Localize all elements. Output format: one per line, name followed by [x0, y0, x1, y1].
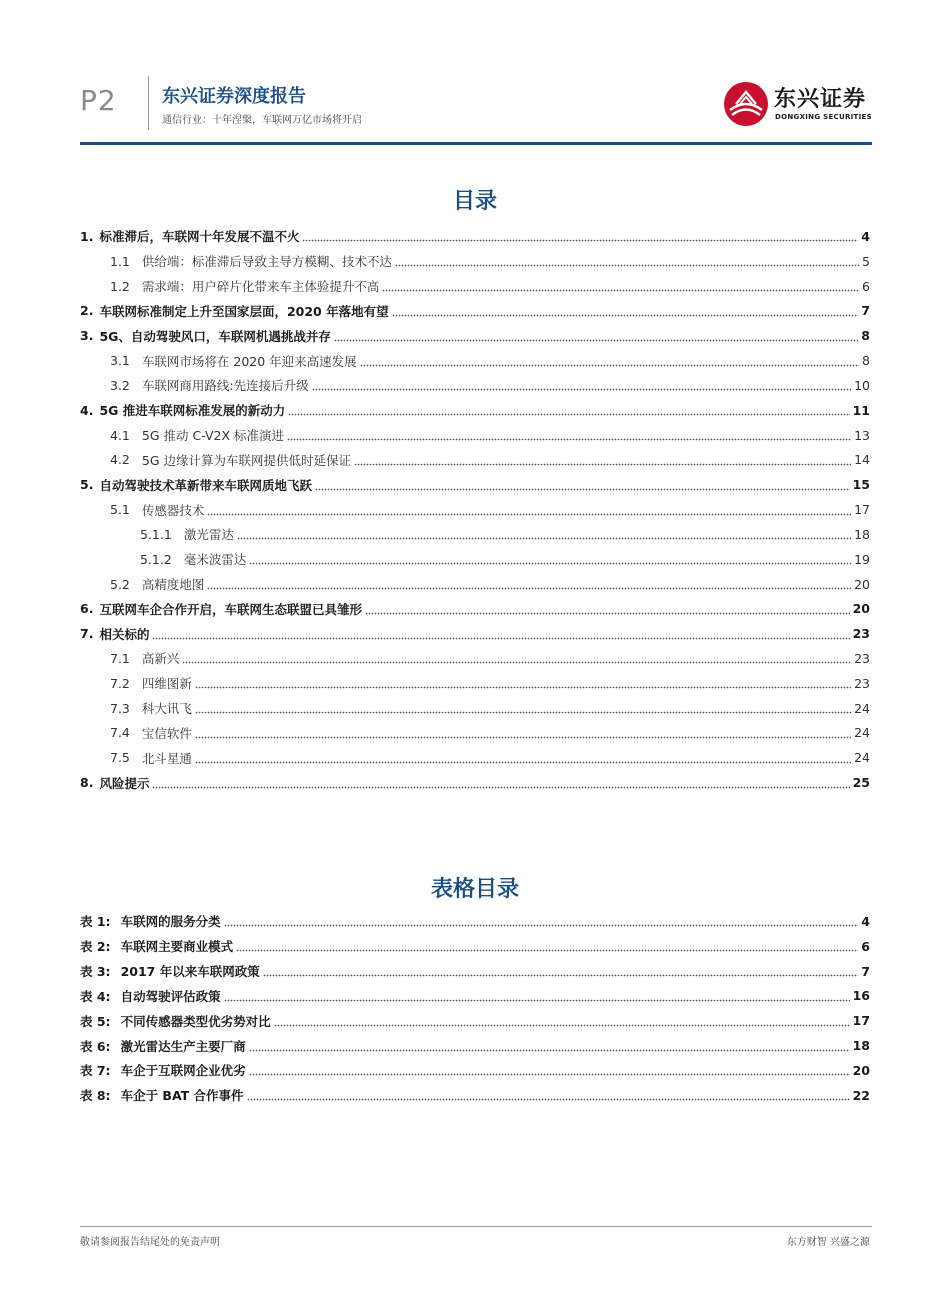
entry-title: 车联网市场将在 2020 年迎来高速发展 [141, 353, 357, 369]
entry-number: 5.1.2 [140, 551, 172, 567]
entry-title: 相关标的 [99, 626, 150, 642]
entry-number: 5.2 [110, 576, 130, 592]
table-toc-entry[interactable] [80, 1058, 870, 1083]
dot-leader [302, 230, 858, 242]
toc-entry[interactable] [80, 547, 870, 572]
toc-entry[interactable] [80, 274, 870, 299]
entry-page: 5 [862, 253, 870, 269]
entry-number: 3.2 [110, 377, 130, 393]
table-toc-entry[interactable] [80, 959, 870, 984]
toc-entry[interactable] [80, 572, 870, 597]
entry-page: 20 [854, 576, 870, 592]
logo-emblem-icon [722, 80, 770, 128]
toc-list [80, 224, 870, 795]
entry-page: 20 [852, 1062, 870, 1078]
entry-page: 25 [852, 775, 870, 791]
table-toc-entry[interactable] [80, 1008, 870, 1033]
entry-number: 7.1 [110, 650, 130, 666]
logo-text-en: DONGXING SECURITIES [775, 113, 872, 121]
table-toc-entry[interactable] [80, 983, 870, 1008]
toc-entry[interactable] [80, 472, 870, 497]
entry-title: 自动驾驶评估政策 [120, 988, 221, 1004]
entry-page: 24 [854, 750, 870, 766]
entry-number: 5.1.1 [140, 526, 172, 542]
toc-entry[interactable] [80, 348, 870, 373]
entry-page: 4 [861, 913, 870, 929]
entry-page: 24 [854, 700, 870, 716]
toc-heading: 目录 [452, 189, 497, 214]
entry-page: 18 [852, 1038, 870, 1054]
footer-rule [80, 1226, 872, 1227]
entry-page: 4 [861, 228, 870, 244]
dot-leader [249, 1040, 850, 1052]
entry-page: 7 [861, 963, 870, 979]
dot-leader [288, 404, 849, 416]
entry-number: 6. [80, 601, 94, 617]
entry-number: 7.4 [110, 725, 130, 741]
entry-title: 供给端：标准滞后导致主导方模糊、技术不达 [141, 254, 392, 270]
entry-title: 高精度地图 [141, 577, 205, 592]
entry-number: 表 3: [80, 964, 111, 980]
toc-entry[interactable] [80, 646, 870, 671]
table-toc-entry[interactable] [80, 909, 870, 934]
entry-title: 车联网商用路线:先连接后升级 [141, 378, 309, 394]
dot-leader [152, 628, 849, 640]
entry-title: 宝信软件 [141, 725, 192, 741]
header-divider [148, 76, 149, 130]
entry-page: 7 [861, 303, 870, 319]
dot-leader [274, 1015, 850, 1027]
entry-page: 14 [854, 452, 870, 468]
dot-leader [247, 1089, 850, 1101]
footer-disclaimer: 敬请参阅报告结尾处的免责声明 [80, 1237, 220, 1248]
entry-page: 11 [852, 402, 870, 418]
entry-title: 5G 边缘计算为车联网提供低时延保证 [141, 452, 352, 468]
entry-title: 高新兴 [141, 651, 180, 667]
dot-leader [207, 504, 851, 516]
entry-number: 4.1 [110, 427, 130, 443]
toc-entry[interactable] [80, 323, 870, 348]
entry-title: 自动驾驶技术革新带来车联网质地飞跃 [99, 477, 312, 493]
entry-number: 5.1 [110, 502, 130, 518]
toc-entry[interactable] [80, 522, 870, 547]
toc-entry[interactable] [80, 770, 870, 795]
entry-page: 24 [854, 725, 870, 741]
toc-entry[interactable] [80, 298, 870, 323]
entry-page: 23 [854, 675, 870, 691]
entry-page: 23 [854, 650, 870, 666]
entry-title: 5G、自动驾驶风口，车联网机遇挑战并存 [99, 328, 331, 344]
entry-title: 互联网车企合作开启，车联网生态联盟已具雏形 [99, 601, 362, 617]
dot-leader [237, 528, 851, 540]
dot-leader [195, 702, 851, 714]
entry-title: 需求端：用户碎片化带来车主体验提升不高 [141, 279, 380, 295]
entry-page: 15 [852, 477, 870, 493]
dot-leader [263, 965, 859, 977]
dot-leader [224, 990, 850, 1002]
entry-number: 7. [80, 626, 94, 642]
report-brand-title: 东兴证券深度报告 [162, 86, 306, 107]
toc-entry[interactable] [80, 497, 870, 522]
toc-entry[interactable] [80, 224, 870, 249]
toc-entry[interactable] [80, 249, 870, 274]
entry-title: 车企于互联网企业优劣 [120, 1063, 246, 1079]
entry-number: 8. [80, 775, 94, 791]
dot-leader [395, 255, 859, 267]
entry-number: 5. [80, 477, 94, 493]
dot-leader [360, 355, 859, 367]
entry-title: 5G 推动 C-V2X 标准演进 [141, 428, 285, 444]
entry-page: 13 [854, 427, 870, 443]
entry-title: 传感器技术 [141, 502, 205, 518]
entry-title: 不同传感器类型优劣势对比 [120, 1013, 271, 1029]
entry-number: 表 7: [80, 1063, 111, 1079]
entry-title: 车联网标准制定上升至国家层面，2020 年落地有望 [99, 303, 389, 319]
dot-leader [249, 1064, 850, 1076]
entry-page: 6 [862, 278, 870, 294]
toc-entry[interactable] [80, 745, 870, 770]
toc-entry[interactable] [80, 398, 870, 423]
entry-number: 7.3 [110, 700, 130, 716]
dot-leader [249, 553, 851, 565]
toc-entry[interactable] [80, 596, 870, 621]
entry-title: 四维图新 [141, 676, 192, 692]
entry-number: 2. [80, 303, 94, 319]
table-toc-entry[interactable] [80, 1083, 870, 1108]
entry-number: 1.2 [110, 278, 130, 294]
entry-page: 10 [854, 377, 870, 393]
entry-number: 7.2 [110, 675, 130, 691]
toc-entry[interactable] [80, 447, 870, 472]
dot-leader [312, 379, 851, 391]
footer-slogan: 东方财智 兴盛之源 [786, 1237, 870, 1248]
entry-number: 7.5 [110, 750, 130, 766]
entry-number: 4.2 [110, 452, 130, 468]
entry-title: 激光雷达生产主要厂商 [120, 1038, 246, 1054]
entry-title: 5G 推进车联网标准发展的新动力 [99, 403, 286, 419]
entry-number: 表 2: [80, 939, 111, 955]
entry-number: 表 4: [80, 988, 111, 1004]
dot-leader [382, 280, 859, 292]
dot-leader [354, 454, 851, 466]
entry-title: 车联网主要商业模式 [120, 939, 234, 955]
dot-leader [236, 940, 858, 952]
report-subtitle: 通信行业：十年涅槃，车联网万亿市场将开启 [162, 115, 362, 126]
entry-title: 风险提示 [99, 775, 150, 791]
dot-leader [287, 429, 851, 441]
entry-title: 标准滞后，车联网十年发展不温不火 [99, 229, 300, 245]
logo-text-cn: 东兴证券 [774, 87, 867, 112]
dot-leader [152, 777, 849, 789]
entry-number: 3. [80, 328, 94, 344]
dot-leader [207, 578, 851, 590]
entry-page: 19 [854, 551, 870, 567]
entry-number: 3.1 [110, 353, 130, 369]
entry-title: 毫米波雷达 [183, 552, 247, 568]
dot-leader [224, 915, 859, 927]
entry-page: 6 [861, 938, 870, 954]
entry-number: 表 5: [80, 1013, 111, 1029]
toc-entry[interactable] [80, 671, 870, 696]
entry-title: 科大讯飞 [141, 701, 192, 717]
entry-page: 23 [852, 626, 870, 642]
entry-number: 4. [80, 402, 94, 418]
entry-page: 8 [861, 328, 870, 344]
toc-entry[interactable] [80, 423, 870, 448]
entry-title: 车企于 BAT 合作事件 [120, 1088, 244, 1104]
page-number: P2 [80, 84, 117, 117]
entry-number: 1.1 [110, 253, 130, 269]
entry-title: 激光雷达 [183, 527, 234, 543]
entry-number: 表 8: [80, 1088, 111, 1104]
table-toc-list [80, 909, 870, 1108]
toc-entry[interactable] [80, 621, 870, 646]
entry-title: 北斗星通 [141, 750, 192, 766]
company-logo [722, 76, 872, 132]
dot-leader [392, 305, 859, 317]
entry-page: 17 [854, 502, 870, 518]
dot-leader [195, 677, 851, 689]
entry-page: 17 [852, 1013, 870, 1029]
entry-title: 2017 年以来车联网政策 [120, 964, 260, 980]
dot-leader [334, 330, 858, 342]
dot-leader [315, 479, 850, 491]
toc-entry[interactable] [80, 373, 870, 398]
dot-leader [182, 652, 851, 664]
table-toc-entry[interactable] [80, 1033, 870, 1058]
table-toc-heading: 表格目录 [430, 877, 519, 902]
entry-page: 20 [852, 601, 870, 617]
page-header [80, 70, 872, 146]
entry-page: 16 [852, 988, 870, 1004]
entry-number: 1. [80, 228, 94, 244]
dot-leader [195, 727, 851, 739]
toc-entry[interactable] [80, 696, 870, 721]
entry-page: 8 [862, 353, 870, 369]
entry-page: 18 [854, 526, 870, 542]
toc-entry[interactable] [80, 721, 870, 746]
entry-number: 表 6: [80, 1038, 111, 1054]
entry-page: 22 [852, 1087, 870, 1103]
dot-leader [195, 752, 851, 764]
entry-title: 车联网的服务分类 [120, 914, 221, 930]
table-toc-entry[interactable] [80, 934, 870, 959]
header-rule [80, 142, 872, 145]
dot-leader [365, 603, 850, 615]
entry-number: 表 1: [80, 914, 111, 930]
